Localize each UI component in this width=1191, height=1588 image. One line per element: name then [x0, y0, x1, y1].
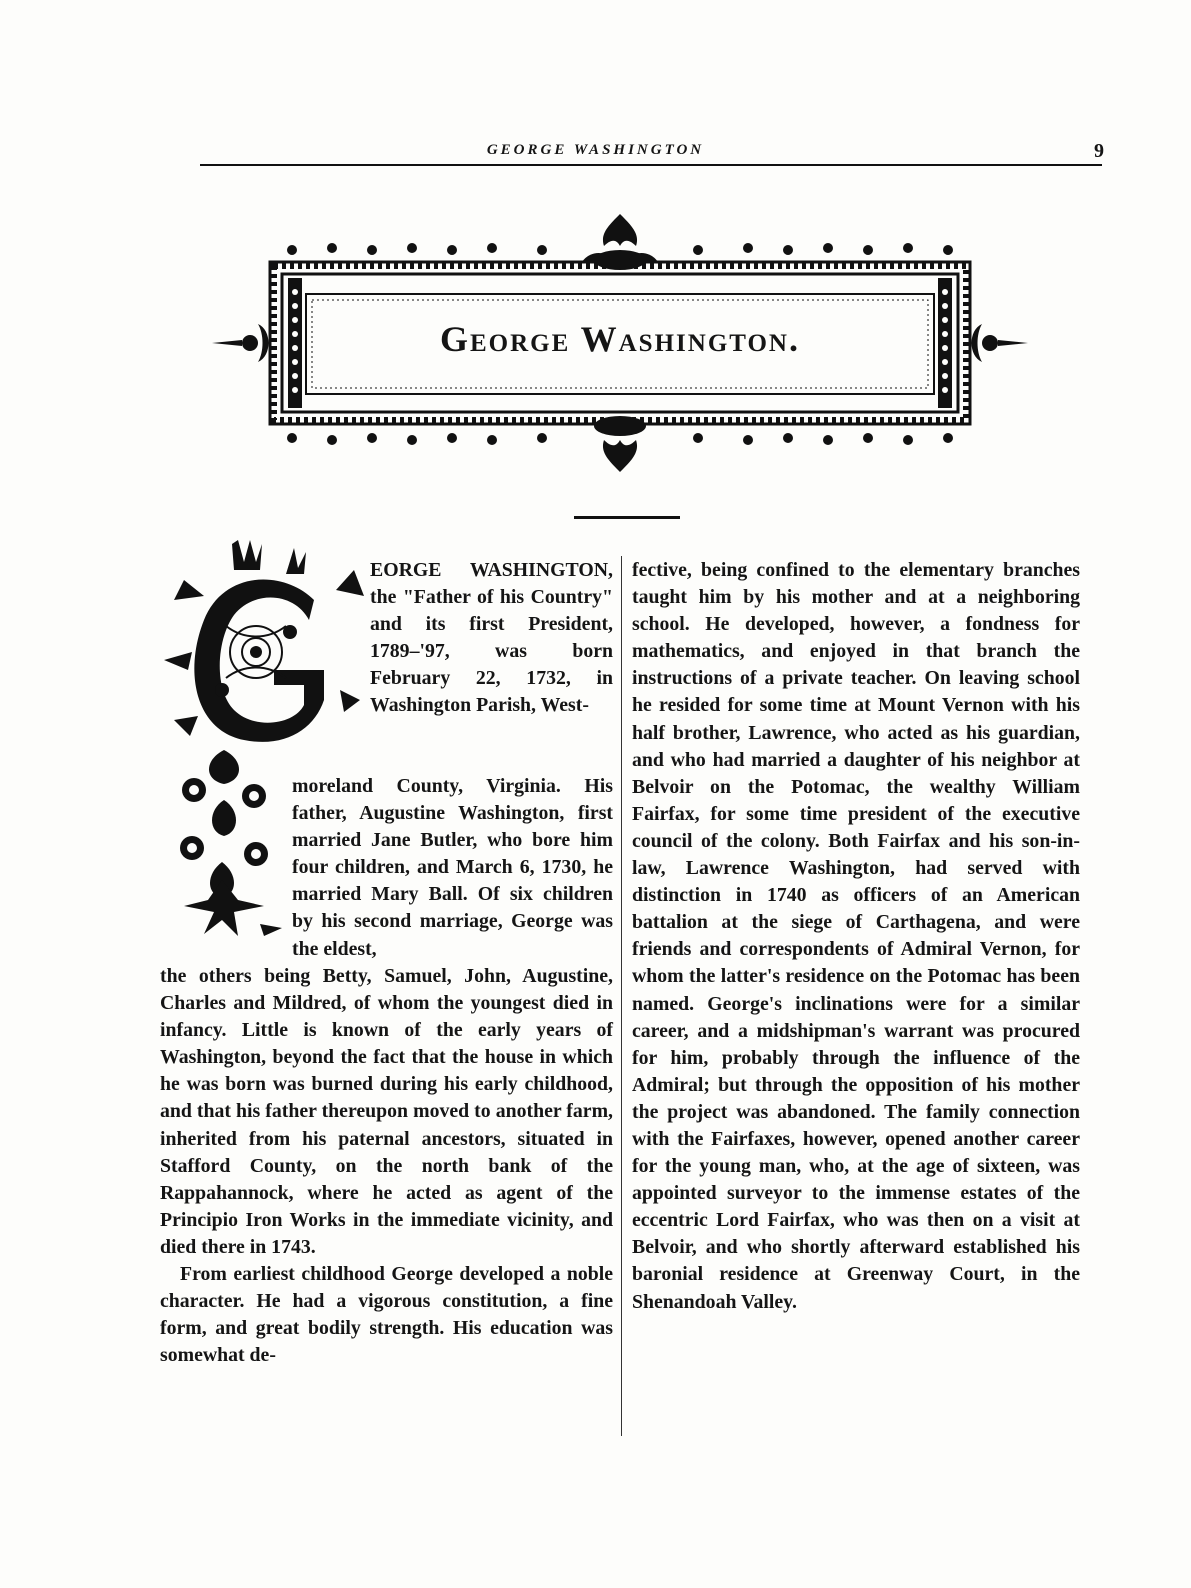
left-column-paragraph-2: From earliest childhood George developed a noble character. He had a vigorous constitution, a fine form, and great bodily strength. His education was somewhat de- [160, 1263, 613, 1367]
running-head: GEORGE WASHINGTON [486, 142, 705, 158]
title-banner [212, 212, 1028, 474]
left-column-continued [160, 963, 613, 1369]
banner-title: George Washington. [439, 319, 800, 359]
column-divider [621, 556, 622, 1436]
left-column-opening: EORGE WASHINGTON, the "Father of his Country" and its first President, 1789–'97, was born February 22, 1732, in Washington Parish, West- [370, 559, 613, 717]
header-rule [200, 164, 1102, 166]
section-rule [574, 516, 680, 519]
page-number: 9 [1094, 140, 1104, 162]
right-column: fective, being confined to the elementary branches taught him by his mother and at a neighboring school. He developed, however, a fondness for mathematics, and enjoyed in that branch the instructions of a private teacher. On leaving school he resided for some time at Mount Vernon with his half brother, Lawrence, who acted as his guardian, and who had married a daughter of his neighbor at Belvoir on the Potomac, the wealthy William Fairfax, for some time president of the executive council of the colony. Both Fairfax and his son-in-law, Lawrence Washington, had served with distinction in 1740 as officers of an American battalion at the siege of Carthagena, and were friends and correspondents of Admiral Vernon, for whom the latter's residence on the Potomac has been named. George's inclinations were for a similar career, and a midshipman's warrant was procured for him, probably through the influence of the Admiral; but through the opposition of his mother the project was abandoned. The family connection with the Fairfaxes, however, opened another career for the young man, who, at the age of sixteen, was appointed surveyor to the immense estates of the eccentric Lord Fairfax, who was then on a visit at Belvoir, and who shortly afterward established his baronial residence at Greenway Court, in the Shenandoah Valley. [632, 559, 1080, 1313]
left-column-paragraph-1-end: the others being Betty, Samuel, John, Augustine, Charles and Mildred, of whom the youngest died in infancy. Little is known of the early years of Washington, beyond the fact that the house in which he was born was burned during his early childhood, and that his father thereupon moved to another farm, inherited from his paternal ancestors, situated in Stafford County, on the north bank of the Rappahannock, where he acted as agent of the Principio Iron Works in the immediate vicinity, and died there in 1743. [160, 965, 613, 1258]
left-column-middle: moreland County, Virginia. His father, Augustine Washington, first married Jane Butler, who bore him four children, and March 6, 1730, he married Mary Ball. Of six children by his second marriage, George was the eldest, [292, 775, 613, 960]
